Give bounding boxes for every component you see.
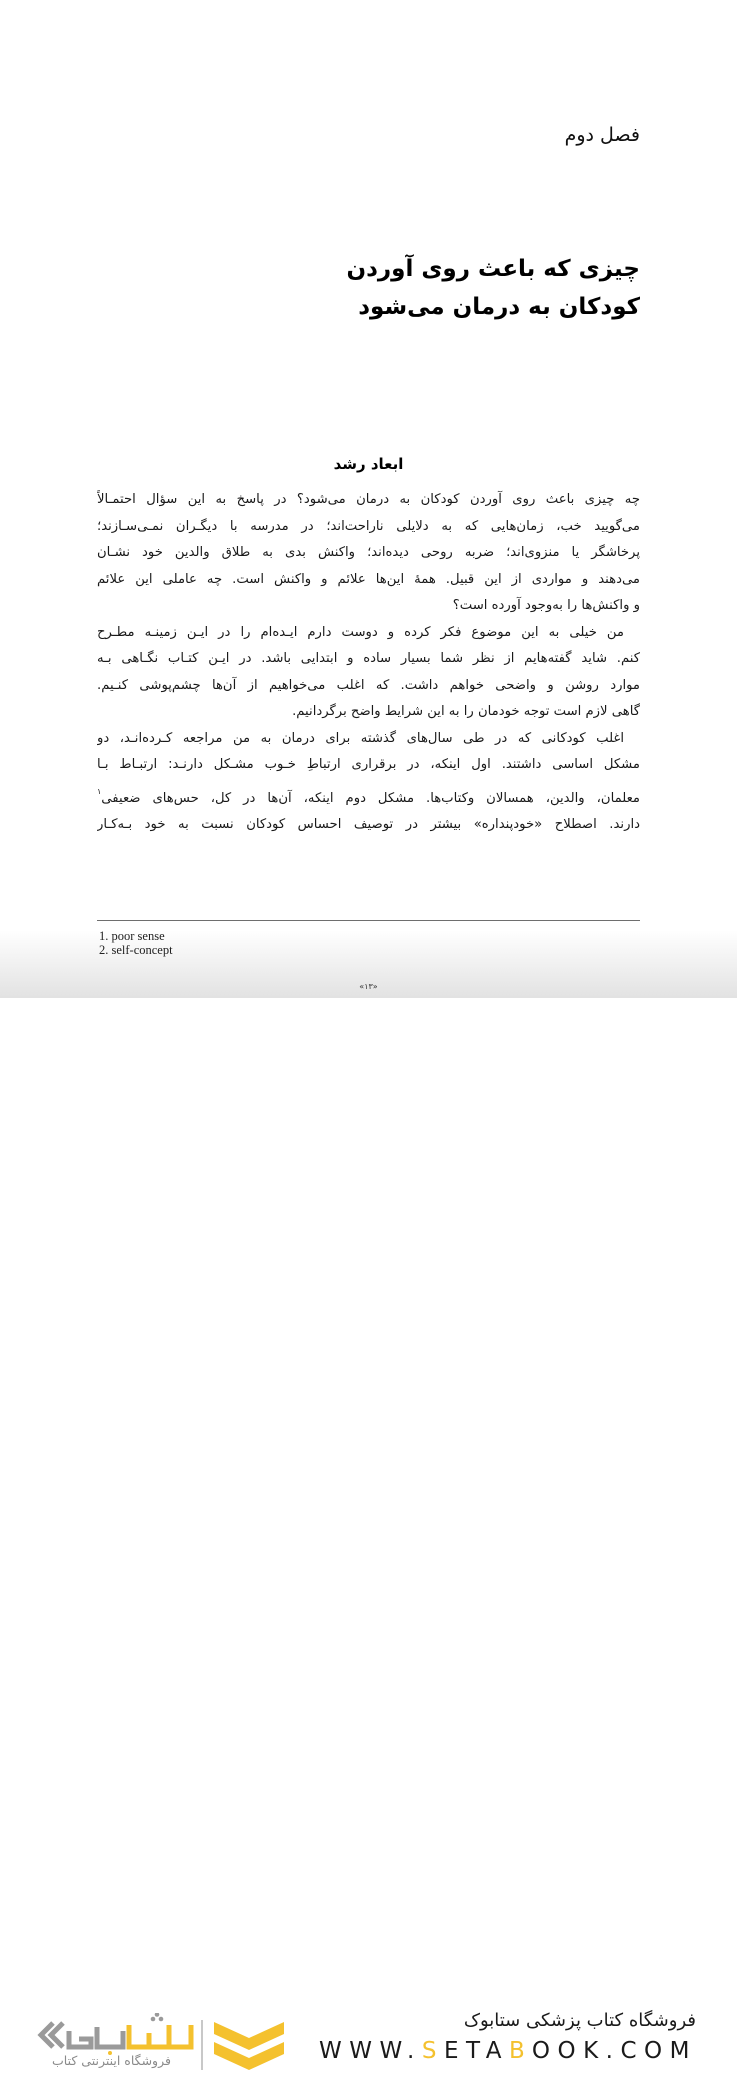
url-accent-s: S: [421, 2038, 444, 2064]
store-name: فروشگاه کتاب پزشکی ستابوک: [463, 2010, 696, 2031]
footnote-ref-1[interactable]: ۱: [97, 786, 102, 796]
url-accent-b: B: [509, 2038, 532, 2064]
text-line-content: معلمان، والدین، همسالان وکتاب‌ها. مشکل دوم اینکه، آن‌ها در کل، حس‌های ضعیفی: [101, 790, 640, 806]
text-line: من خیلی به این موضوع فکر کرده و دوست دارم ایـده‌ام را در ایـن زمینـه مطـرح: [97, 624, 624, 640]
text-line: می‌گویید خب، زمان‌هایی که به دلایلی ناراحت‌اند؛ در مدرسه با دیگـران نمـی‌سـازند؛: [97, 518, 640, 534]
logo-subtitle: فروشگاه اینترنتی کتاب: [52, 2053, 171, 2068]
text-line: دارند. اصطلاح «خودپنداره» بیشتر در توصیف احساس کودکان نسبت به خود بـه‌کـار: [97, 817, 640, 832]
chapter-title: [346, 250, 640, 326]
text-line: می‌دهند و مواردی از این قبیل. همهٔ این‌ها علائم و واکنش است. چه عاملی این علائم: [97, 571, 640, 587]
text-line: چه چیزی باعث روی آوردن کودکان به درمان می‌شود؟ در پاسخ به این سؤال احتمـالاً: [97, 492, 640, 507]
text-line: [97, 779, 640, 813]
book-page: [0, 0, 737, 998]
url-part: WWW.: [318, 2038, 422, 2064]
footnotes: [99, 929, 173, 957]
body-text: [97, 487, 640, 839]
section-heading: ابعاد رشد: [333, 455, 404, 473]
title-line-1: چیزی که باعث روی آوردن: [346, 256, 640, 282]
text-line: کنم. شاید گفته‌هایم از نظر شما بسیار ساده و ابتدایی باشد. در ایـن کتـاب نگـاهی بـه: [97, 651, 640, 666]
logo-divider: [201, 2020, 203, 2070]
page-number: «۱۳»: [359, 982, 378, 991]
setabook-chevron-logo-icon: [210, 2014, 288, 2074]
text-line: گاهی لازم است توجه خودمان را به این شرایط واضح برگردانیم.: [292, 704, 640, 719]
text-line: پرخاشگر یا منزوی‌اند؛ ضربه روحی دیده‌اند؛ واکنش بدی به طلاق والدین خود نشـان: [97, 545, 640, 560]
text-line: مشکل اساسی داشتند. اول اینکه، در برقراری ارتباطِ خـوب مشـکل دارنـد: ارتبـاط بـا: [97, 757, 640, 772]
chapter-label: فصل دوم: [564, 124, 640, 146]
url-part: OOK.COM: [531, 2038, 697, 2064]
store-url-link[interactable]: [319, 2038, 697, 2064]
footnote-divider: [97, 920, 640, 921]
url-part: ETA: [443, 2038, 510, 2064]
text-line: و واکنش‌ها را به‌وجود آورده است؟: [452, 598, 640, 613]
footnote-2: 2. self-concept: [99, 943, 173, 957]
footnote-1: 1. poor sense: [99, 929, 165, 943]
setabook-wordmark-icon: [35, 2013, 195, 2055]
title-line-2: کودکان به درمان می‌شود: [358, 294, 640, 320]
text-line: موارد روشن و واضحی خواهم داشت. که اغلب می‌خواهیم از آن‌ها چشم‌پوشی کنـیم.: [97, 677, 640, 693]
store-banner[interactable]: [0, 998, 737, 2068]
text-line: اغلب کودکانی که در طی سال‌های گذشته برای درمان به من مراجعه کـرده‌انـد، دو: [97, 730, 624, 746]
